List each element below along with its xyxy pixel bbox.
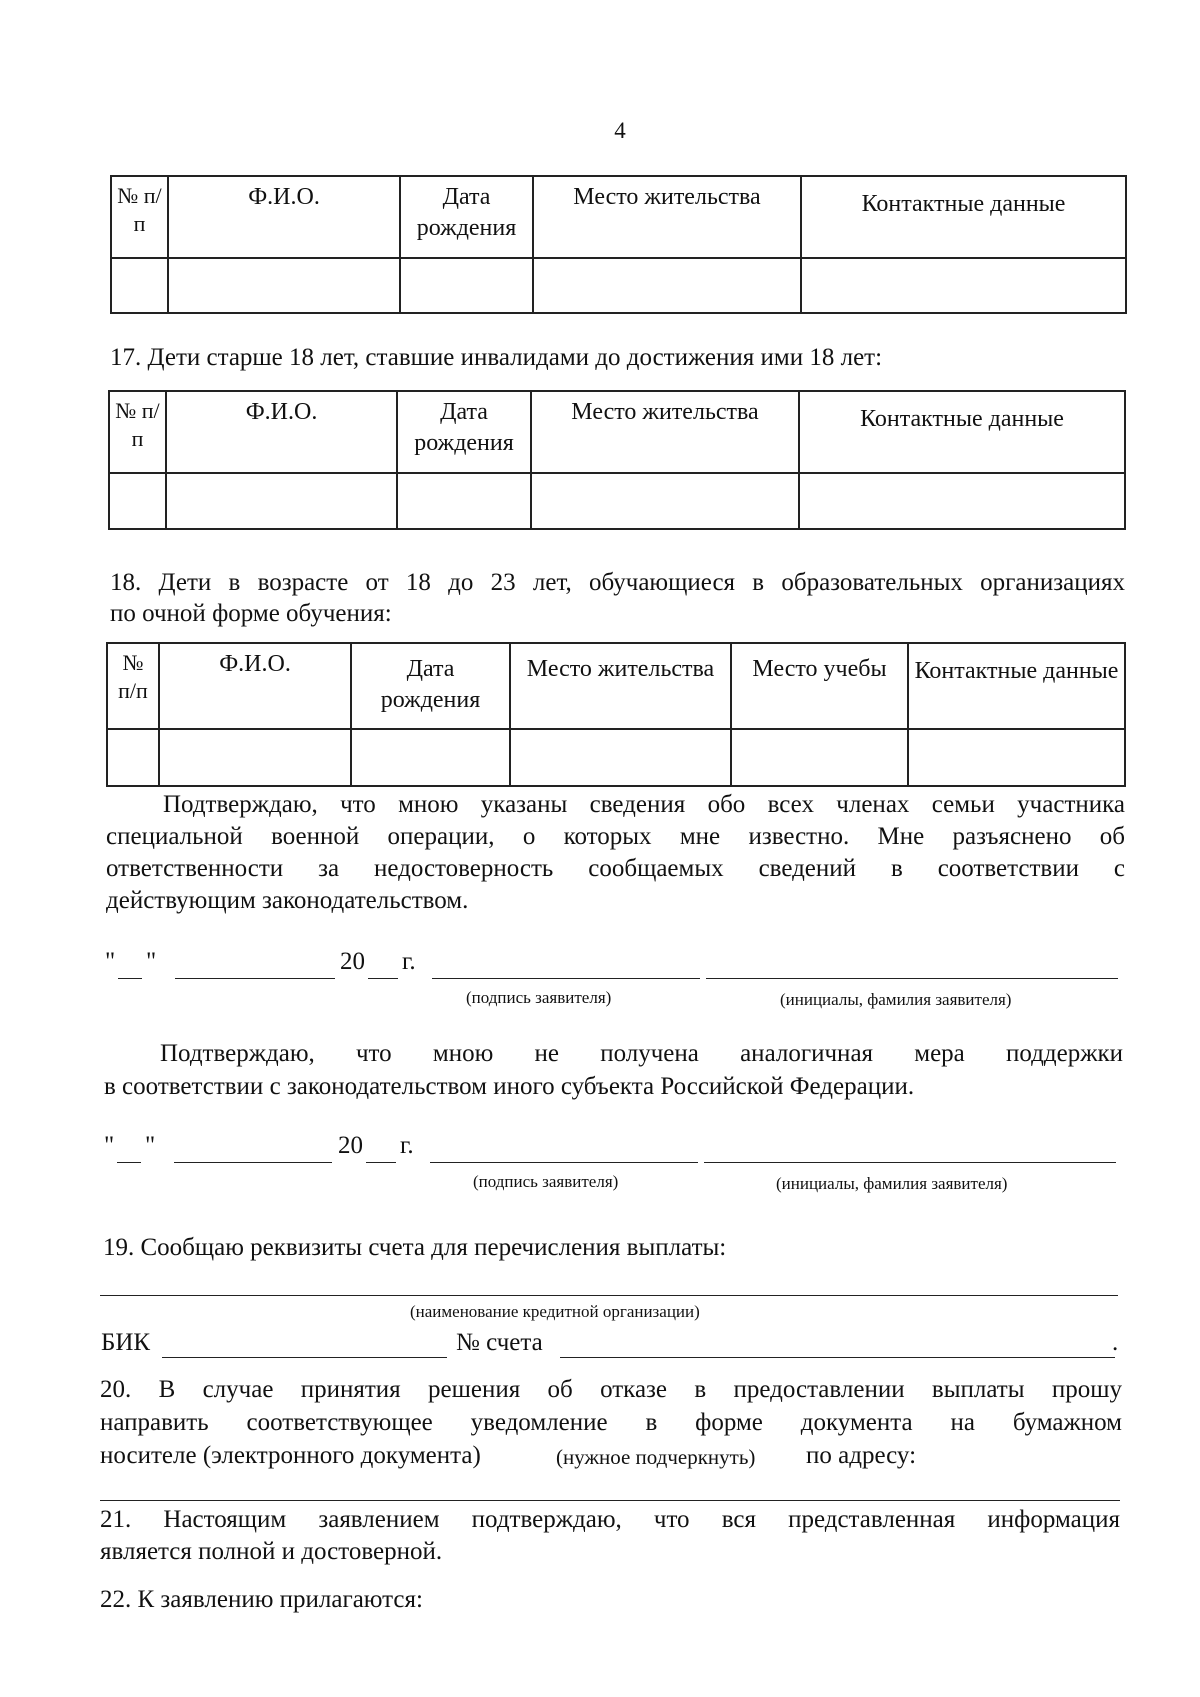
empty-cell[interactable] [799,473,1125,529]
empty-cell[interactable] [111,258,168,313]
applicant-name-field[interactable] [704,1162,1116,1163]
confirm1-line3: ответственности за недостоверность сообщаемых сведений в соответствии с [106,855,1125,882]
empty-cell[interactable] [397,473,531,529]
confirm2-line1: Подтверждаю, что мною не получена аналогичная мера поддержки [160,1040,1123,1067]
day-field[interactable] [118,978,142,979]
account-field[interactable] [560,1357,1115,1358]
section21-line2: является полной и достоверной. [100,1538,443,1565]
header-contacts: Контактные данные [908,643,1125,729]
confirm1-line4: действующим законодательством. [106,887,469,914]
empty-cell[interactable] [801,258,1126,313]
section18-line1: 18. Дети в возрасте от 18 до 23 лет, обучающиеся в образовательных организациях [110,569,1125,596]
empty-cell[interactable] [908,729,1125,786]
section22-title: 22. К заявлению прилагаются: [100,1586,423,1613]
year-prefix: 20 [340,948,365,975]
header-residence: Место жительства [533,176,801,258]
section20-line3b: (нужное подчеркнуть) [556,1445,756,1469]
header-residence: Место жительства [531,391,799,473]
date-quote-close: " [145,1132,156,1159]
empty-cell[interactable] [168,258,400,313]
section20-line3c: по адресу: [806,1442,917,1469]
confirm2-line2: в соответствии с законодательством иного субъекта Российской Федерации. [104,1073,915,1100]
header-birth: Дата рождения [397,391,531,473]
date-quote-open: " [105,948,116,975]
empty-cell[interactable] [400,258,533,313]
header-num: № п/п [107,643,159,729]
account-label: № счета [456,1329,543,1356]
header-study: Место учебы [731,643,908,729]
signature-field[interactable] [432,978,700,979]
day-field[interactable] [117,1162,141,1163]
section21-line1: 21. Настоящим заявлением подтверждаю, что вся представленная информация [100,1506,1120,1533]
confirm1-line2: специальной военной операции, о которых мне известно. Мне разъяснено об [106,823,1125,850]
empty-cell[interactable] [351,729,510,786]
empty-cell[interactable] [533,258,801,313]
page-number: 4 [614,118,626,143]
header-fio: Ф.И.О. [168,176,400,258]
bank-name-field[interactable] [100,1295,1118,1296]
section17-table [108,390,1126,530]
header-fio: Ф.И.О. [166,391,397,473]
header-fio: Ф.И.О. [159,643,351,729]
month-field[interactable] [175,978,335,979]
year-field[interactable] [368,978,398,979]
header-num: № п/п [111,176,168,258]
header-birth: Дата рождения [400,176,533,258]
empty-cell[interactable] [166,473,397,529]
bik-label: БИК [101,1329,151,1356]
date-quote-open: " [104,1132,115,1159]
empty-cell[interactable] [159,729,351,786]
header-contacts: Контактные данные [799,391,1125,473]
bik-field[interactable] [162,1357,447,1358]
name-caption: (инициалы, фамилия заявителя) [780,990,1012,1009]
section18-table [106,642,1126,787]
year-prefix: 20 [338,1132,363,1159]
signature-field[interactable] [430,1162,698,1163]
empty-cell[interactable] [731,729,908,786]
empty-cell[interactable] [107,729,159,786]
confirm1-line1: Подтверждаю, что мною указаны сведения обо всех членах семьи участника [163,791,1125,818]
section19-title: 19. Сообщаю реквизиты счета для перечисления выплаты: [103,1234,727,1261]
bank-caption: (наименование кредитной организации) [410,1302,700,1321]
header-num: № п/п [109,391,166,473]
address-field[interactable] [100,1500,1120,1501]
header-contacts: Контактные данные [801,176,1126,258]
signature-caption: (подпись заявителя) [466,988,612,1007]
year-suffix: г. [402,948,416,975]
section17-title: 17. Дети старше 18 лет, ставшие инвалидами до достижения ими 18 лет: [110,344,883,371]
section18-line2: по очной форме обучения: [110,600,392,627]
section20-line2: направить соответствующее уведомление в форме документа на бумажном [100,1409,1122,1436]
date-quote-close: " [146,948,157,975]
header-birth: Дата рождения [351,643,510,729]
year-field[interactable] [366,1162,396,1163]
empty-cell[interactable] [531,473,799,529]
name-caption: (инициалы, фамилия заявителя) [776,1174,1008,1193]
section20-line3a: носителе (электронного документа) [100,1442,481,1469]
year-suffix: г. [400,1132,414,1159]
signature-caption: (подпись заявителя) [473,1172,619,1191]
header-residence: Место жительства [510,643,731,729]
empty-cell[interactable] [510,729,731,786]
section20-line1: 20. В случае принятия решения об отказе в предоставлении выплаты прошу [100,1376,1122,1403]
applicant-name-field[interactable] [706,978,1118,979]
empty-cell[interactable] [109,473,166,529]
family-table-continued [110,175,1127,314]
month-field[interactable] [174,1162,332,1163]
account-end-dot: . [1112,1329,1119,1356]
